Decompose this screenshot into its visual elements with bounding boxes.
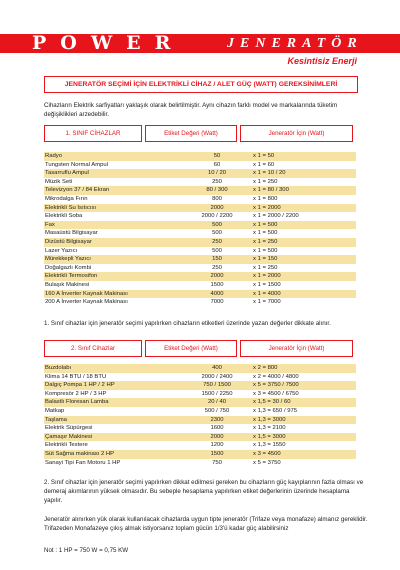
- brand-power: POWER: [32, 32, 185, 54]
- page-title: JENERATÖR SEÇİMİ İÇİN ELEKTRİKLİ CİHAZ / ALET GÜÇ (WATT) GEREKSİNİMLERİ: [44, 76, 358, 93]
- brand-slogan: Kesintisiz Enerji: [287, 56, 357, 66]
- label-watt: 500: [212, 221, 222, 228]
- table2-header-col1: 2. Sınıf Cihazlar: [44, 340, 142, 357]
- device-name: Çamaşır Makinesi: [45, 433, 93, 440]
- table-row: [44, 238, 356, 247]
- device-name: Tasarruflu Ampul: [45, 170, 89, 177]
- device-name: Dizüstü Bilgisayar: [45, 238, 92, 245]
- label-watt: 500: [212, 230, 222, 237]
- table-row: [44, 229, 356, 238]
- label-watt: 500 / 750: [204, 407, 230, 414]
- generator-watt: x 1 = 500: [253, 221, 278, 228]
- label-watt: 250: [212, 264, 222, 271]
- table-row: [44, 290, 356, 299]
- device-name: Dalgıç Pompa 1 HP / 2 HP: [45, 382, 115, 389]
- table-row: [44, 390, 356, 399]
- table-row: [44, 195, 356, 204]
- generator-watt: x 1,3 = 3000: [253, 416, 286, 423]
- table2-header-col3: Jeneratör İçin (Watt): [240, 340, 353, 357]
- generator-watt: x 1 = 150: [253, 256, 278, 263]
- table-row: [44, 161, 356, 170]
- label-watt: 400: [212, 365, 222, 371]
- table-row: [44, 459, 356, 468]
- table1-header-col3: Jeneratör İçin (Watt): [240, 125, 353, 142]
- device-name: Lazer Yazıcı: [45, 247, 78, 254]
- brand-jenerator: JENERATÖR: [227, 36, 363, 51]
- table-row: [44, 373, 356, 382]
- device-name: Bulaşık Makinesi: [45, 281, 90, 288]
- generator-watt: x 1 = 800: [253, 195, 278, 202]
- header: [0, 0, 400, 70]
- note-4: Not : 1 HP = 750 W = 0,75 KW: [44, 547, 129, 554]
- device-name: Elektrik Süpürgesi: [45, 425, 93, 432]
- label-watt: 60: [213, 161, 221, 168]
- table-row: [44, 221, 356, 230]
- device-name: Elektrikli Soba: [45, 213, 83, 220]
- table-row: [44, 247, 356, 256]
- label-watt: 2000: [210, 204, 224, 211]
- label-watt: 2300: [210, 416, 224, 423]
- generator-watt: x 1 = 250: [253, 178, 278, 185]
- note-2: 2. Sınıf cihazlar için jeneratör seçimi yapılırken dikkat edilmesi gereken bu cihazların güç kayıplarının fazla olması ve demeraj akımlarının yüksek olmasıdır. Bu sebeple hesaplama yapılırken etiket değerlerinin üzerinde hesaplama yapılır.: [44, 479, 364, 504]
- intro-text: Cihazların Elektrik sarfiyatları yaklaşık olarak belirtilmiştir. Aynı cihazın farklı model ve markalarında tüketim değişiklikleri arzedebilir.: [44, 102, 338, 118]
- label-watt: 750 / 1500: [203, 382, 231, 389]
- generator-watt: x 1,3 = 1550: [253, 442, 286, 449]
- device-name: Masaüstü Bilgisayar: [45, 230, 98, 237]
- label-watt: 1500: [210, 450, 224, 457]
- table-row: [44, 255, 356, 264]
- device-name: Müzik Seti: [45, 178, 73, 185]
- label-watt: 50: [213, 153, 221, 159]
- table-row: [44, 381, 356, 390]
- table-row: [44, 298, 356, 307]
- generator-watt: x 2 = 800: [253, 365, 278, 371]
- generator-watt: x 1 = 1500: [253, 281, 281, 288]
- table-row: [44, 178, 356, 187]
- label-watt: 150: [212, 256, 222, 263]
- note-1: 1. Sınıf cihazlar için jeneratör seçimi yapılırken cihazların etiketleri üzerinde yazan değerler dikkate alınır.: [44, 320, 331, 327]
- label-watt: 2000 / 2200: [201, 213, 233, 220]
- table-row: [44, 169, 356, 178]
- label-watt: 2000 / 2400: [201, 373, 233, 380]
- table-row: [44, 441, 356, 450]
- device-name: Elektrikli Termosifon: [45, 273, 98, 280]
- device-name: Televizyon 37 / 84 Ekran: [45, 187, 110, 194]
- label-watt: 2000: [210, 273, 224, 280]
- generator-watt: x 1 = 4000: [253, 290, 281, 297]
- table2-rows: [44, 364, 356, 467]
- generator-watt: x 1 = 500: [253, 230, 278, 237]
- device-name: 160 A İnverter Kaynak Makinası: [45, 290, 128, 297]
- table-row: [44, 281, 356, 290]
- generator-watt: x 1,5 = 30 / 60: [253, 399, 291, 406]
- generator-watt: x 1,3 = 650 / 975: [253, 407, 298, 414]
- device-name: Klima 14 BTU / 18 BTU: [45, 373, 107, 380]
- generator-watt: x 1 = 2000 / 2200: [253, 213, 299, 220]
- generator-watt: x 5 = 3750: [253, 459, 281, 466]
- table1-header-col2: Etiket Değeri (Watt): [145, 125, 237, 142]
- table-row: [44, 433, 356, 442]
- device-name: 200 A İnverter Kaynak Makinası: [45, 299, 128, 306]
- table-row: [44, 364, 356, 373]
- table-row: [44, 152, 356, 161]
- generator-watt: x 1 = 2000: [253, 204, 281, 211]
- table-row: [44, 424, 356, 433]
- table1-header: [44, 125, 356, 142]
- table1-header-col1: 1. SINIF CİHAZLAR: [44, 125, 142, 142]
- label-watt: 7000: [210, 299, 224, 306]
- generator-watt: x 1 = 80 / 300: [253, 187, 289, 194]
- generator-watt: x 1 = 7000: [253, 299, 281, 306]
- table2-header: [44, 340, 356, 357]
- generator-watt: x 1 = 10 / 20: [253, 170, 286, 177]
- device-name: Kompresör 2 HP / 3 HP: [45, 390, 107, 397]
- table2-header-col2: Etiket Değeri (Watt): [145, 340, 237, 357]
- generator-watt: x 1 = 250: [253, 238, 278, 245]
- label-watt: 10 / 20: [207, 170, 226, 177]
- table-row: [44, 398, 356, 407]
- table-row: [44, 407, 356, 416]
- device-name: Matkap: [45, 407, 65, 414]
- label-watt: 2000: [210, 433, 224, 440]
- label-watt: 750: [212, 459, 222, 466]
- device-name: Sanayi Tipi Fan Motoru 1 HP: [45, 459, 121, 466]
- device-name: Buzdolabı: [45, 365, 72, 371]
- label-watt: 250: [212, 238, 222, 245]
- device-name: Elektrikli Testere: [45, 442, 88, 449]
- generator-watt: x 1 = 50: [253, 153, 275, 159]
- device-name: Mürekkepli Yazıcı: [45, 256, 91, 263]
- generator-watt: x 1,3 = 2100: [253, 425, 286, 432]
- table-row: [44, 450, 356, 459]
- device-name: Balastlı Floresan Lamba: [45, 399, 109, 406]
- device-name: Fax: [45, 221, 55, 228]
- table-row: [44, 416, 356, 425]
- table-row: [44, 204, 356, 213]
- table-row: [44, 212, 356, 221]
- label-watt: 1500 / 2250: [201, 390, 233, 397]
- generator-watt: x 2 = 4000 / 4800: [253, 373, 299, 380]
- label-watt: 250: [212, 178, 222, 185]
- generator-watt: x 1 = 250: [253, 264, 278, 271]
- generator-watt: x 1 = 500: [253, 247, 278, 254]
- label-watt: 800: [212, 195, 222, 202]
- device-name: Radyo: [45, 153, 63, 159]
- device-name: Elektrikli Su Isıtıcısı: [45, 204, 97, 211]
- device-name: Süt Sağma makinası 2 HP: [45, 450, 115, 457]
- label-watt: 1500: [210, 281, 224, 288]
- table1-rows: [44, 152, 356, 307]
- label-watt: 4000: [210, 290, 224, 297]
- device-name: Taşlama: [45, 416, 67, 423]
- table-row: [44, 264, 356, 273]
- generator-watt: x 3 = 4500 / 6750: [253, 390, 299, 397]
- device-name: Tungsten Normal Ampul: [45, 161, 108, 168]
- label-watt: 1600: [210, 425, 224, 432]
- label-watt: 80 / 300: [206, 187, 228, 194]
- generator-watt: x 3 = 4500: [253, 450, 281, 457]
- device-name: Mikrodalga Fırın: [45, 195, 88, 202]
- generator-watt: x 1 = 2000: [253, 273, 281, 280]
- label-watt: 20 / 40: [207, 399, 226, 406]
- table-row: [44, 186, 356, 195]
- table-row: [44, 272, 356, 281]
- generator-watt: x 1,5 = 3000: [253, 433, 286, 440]
- label-watt: 1200: [210, 442, 224, 449]
- device-name: Doğalgazlı Kombi: [45, 264, 92, 271]
- note-3: Jeneratör alınırken yük olarak kullanılacak cihazlarda uygun tipte jeneratör (Trifaze veya monafaze) almanız gereklidir. Trifazeden Monafazeye çıkış almak istiyorsanız toplam gücün 1/3'ü kadar güç alabilirsiniz: [44, 516, 368, 532]
- generator-watt: x 5 = 3750 / 7500: [253, 382, 299, 389]
- generator-watt: x 1 = 60: [253, 161, 275, 168]
- label-watt: 500: [212, 247, 222, 254]
